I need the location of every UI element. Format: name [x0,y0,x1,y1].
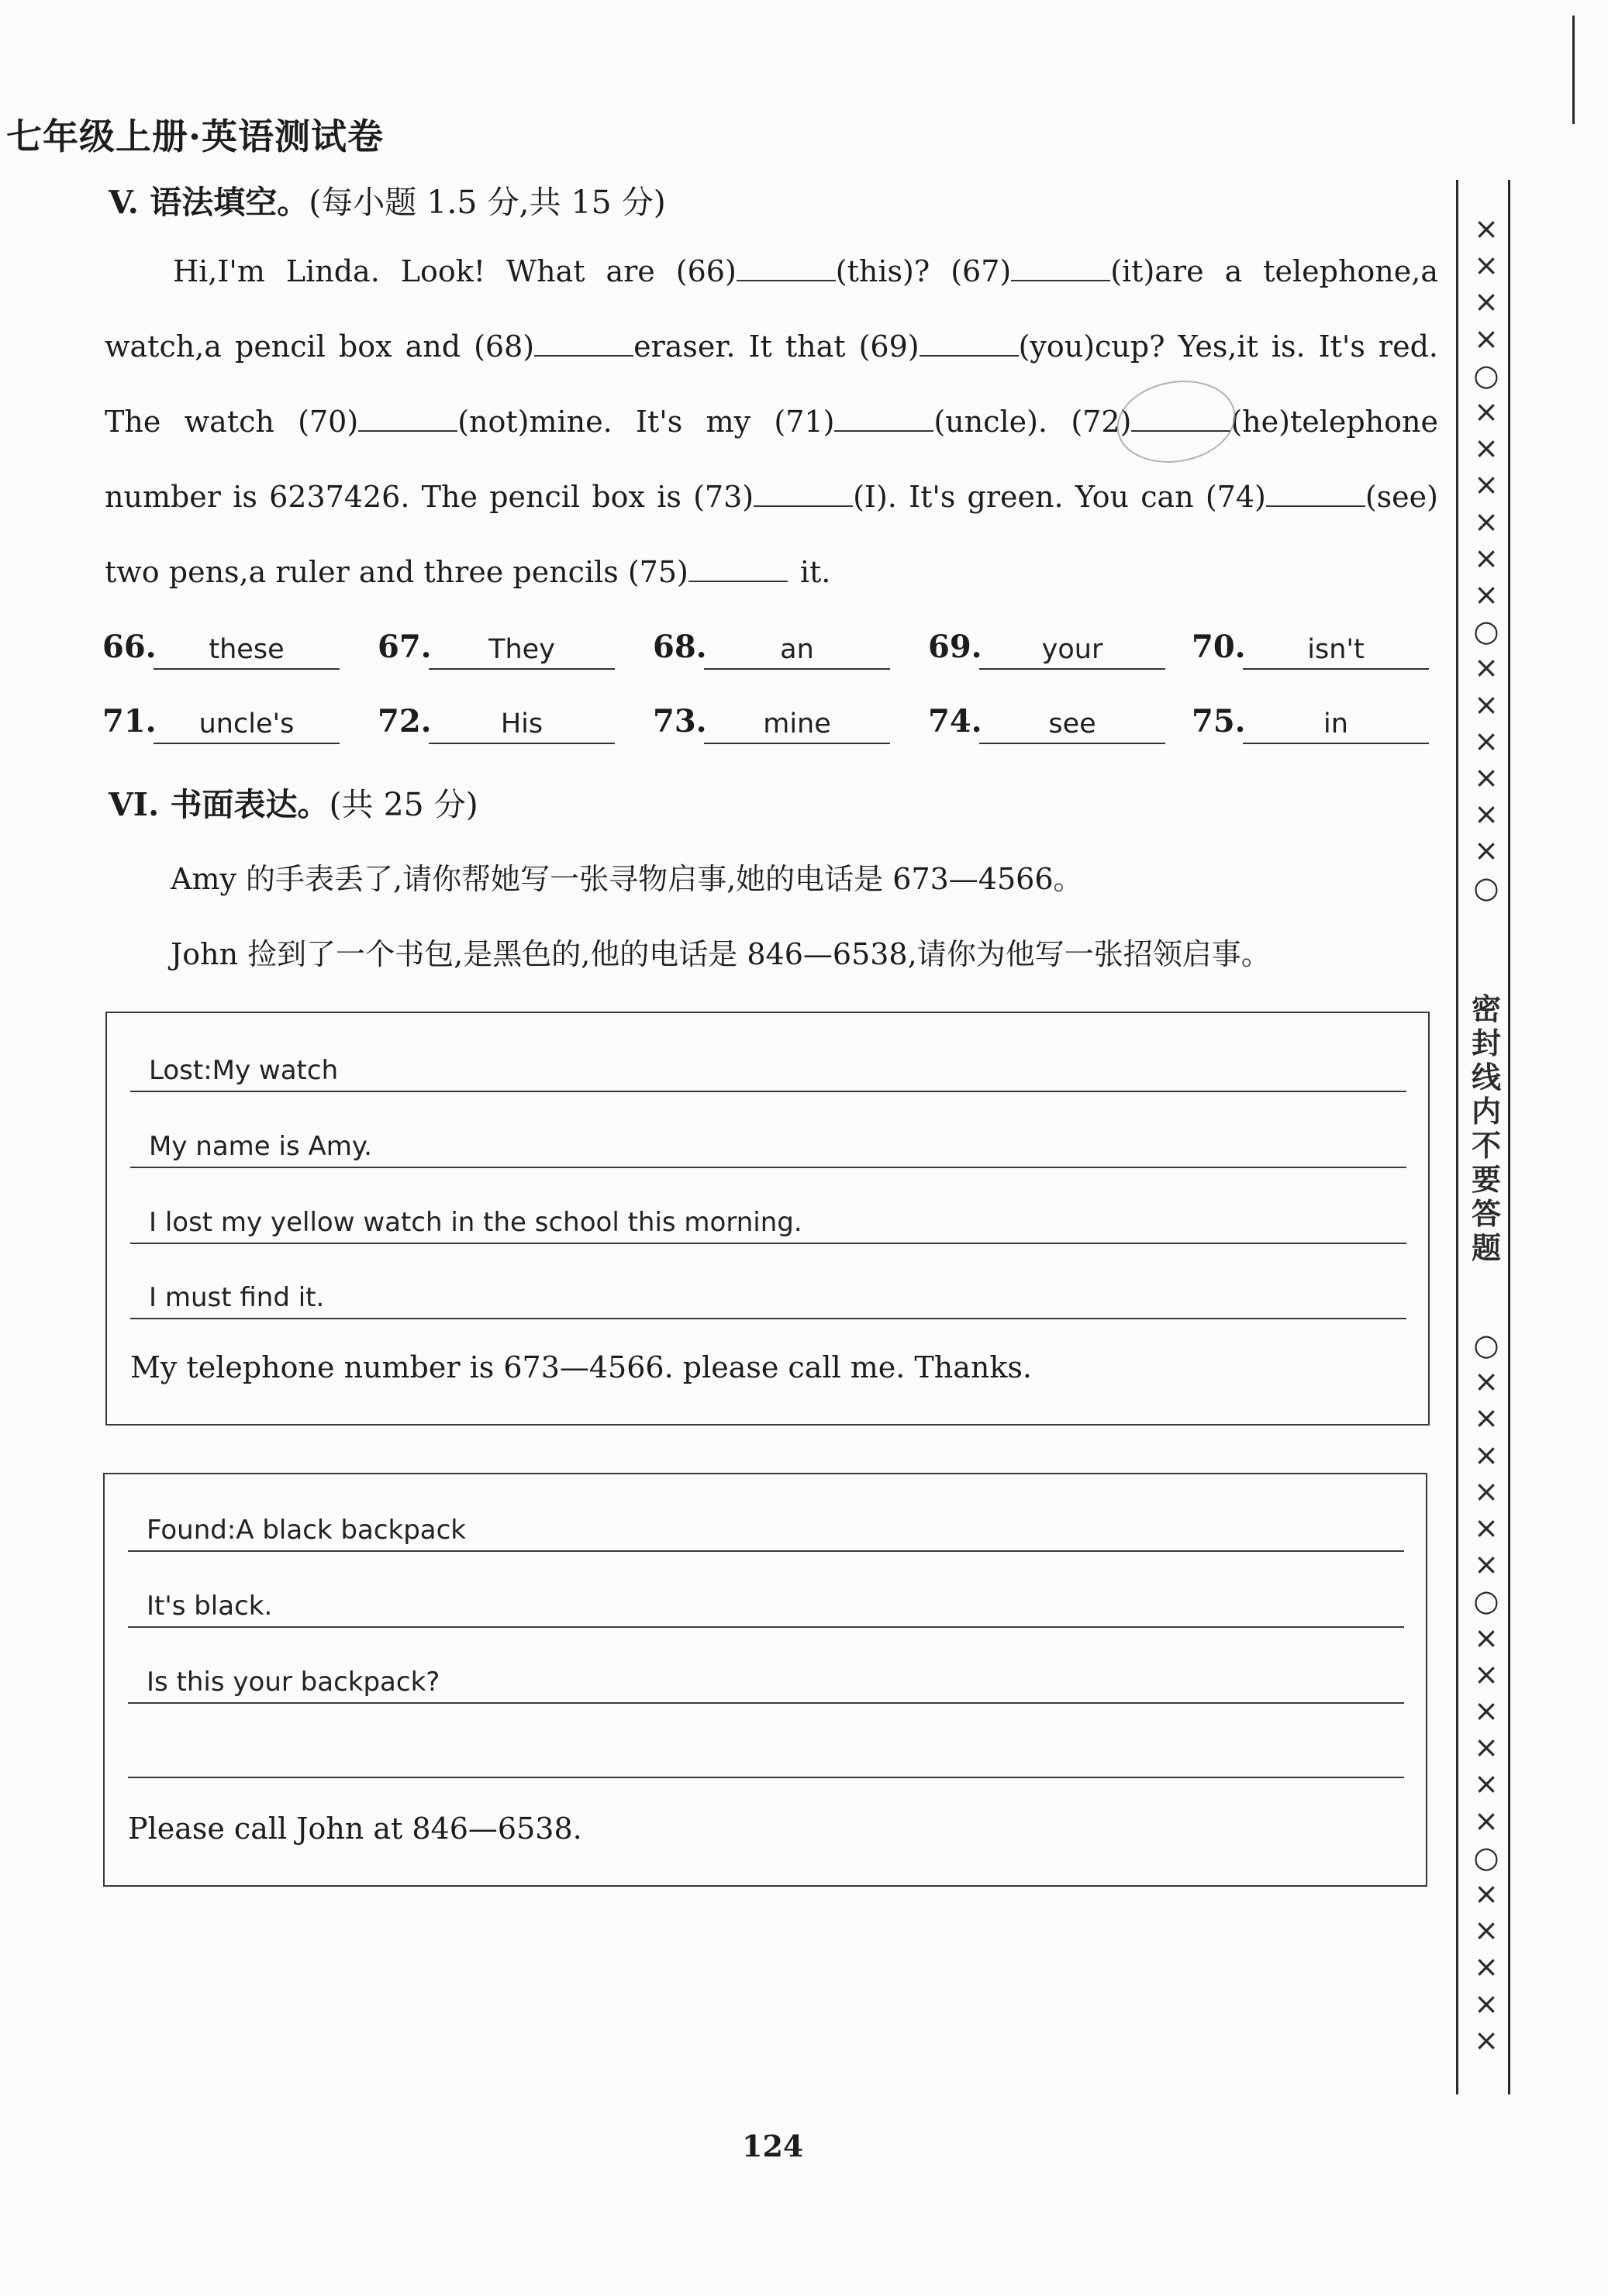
seal-line-right [1508,180,1510,2094]
section-6-heading: VI. 书面表达。 [109,786,330,823]
seal-marks-top: ××××○××××××○××××××○ [1473,212,1499,905]
passage-line-3: The watch (70) (not)mine. It's my (71) (uncle). (72) (he)telephone [105,405,1438,439]
blank-74[interactable] [1266,479,1365,507]
found-line-4[interactable] [128,1730,1404,1778]
lost-line-4[interactable]: I must find it. [130,1271,1406,1319]
answers-row-1: 66. these 67. They 68. an 69. your 70. isn't [102,623,1432,670]
lost-notice-box [105,1012,1430,1426]
blank-69[interactable] [920,329,1019,357]
blank-71[interactable] [834,404,933,432]
lost-closing: My telephone number is 673—4566. please call me. Thanks. [130,1350,1032,1384]
seal-text: 密封线内不要答题 [1471,991,1501,1265]
section-5-heading: V. 语法填空。 [109,184,309,221]
found-closing: Please call John at 846—6538. [128,1812,582,1846]
blank-70[interactable] [358,404,457,432]
blank-67[interactable] [1011,253,1110,281]
passage-line-2: watch,a pencil box and (68) eraser. It that (69) (you)cup? Yes,it is. It's red. [105,329,1438,364]
section-5-title [109,177,666,222]
passage-line-5: two pens,a ruler and three pencils (75) it. [105,555,831,589]
section-5-scoring: (每小题 1.5 分,共 15 分) [309,184,666,221]
writing-task-2: John 捡到了一个书包,是黑色的,他的电话是 846—6538,请你为他写一张招领启事。 [171,937,1271,971]
section-6-title [109,779,478,825]
lost-line-1[interactable]: Lost:My watch [130,1044,1406,1092]
lost-line-2[interactable]: My name is Amy. [130,1120,1406,1168]
cloze-passage [105,234,1438,610]
found-line-2[interactable]: It's black. [128,1580,1404,1628]
section-6-scoring: (共 25 分) [329,786,478,823]
found-notice-box [103,1473,1427,1887]
found-line-3[interactable]: Is this your backpack? [128,1656,1404,1704]
lost-line-3[interactable]: I lost my yellow watch in the school this morning. [130,1196,1406,1244]
blank-68[interactable] [534,329,633,357]
blank-75[interactable] [688,554,788,582]
seal-marks-bottom: ○××××××○××××××○××××× [1473,1328,1499,2057]
blank-66[interactable] [737,253,836,281]
book-header: 七年级上册·英语测试卷 [6,115,385,157]
passage-line-1: Hi,I'm Linda. Look! What are (66) (this)? (67) (it)are a telephone,a [173,254,1438,288]
page-number: 124 [742,2129,804,2163]
found-line-1[interactable]: Found:A black backpack [128,1504,1404,1552]
passage-line-4: number is 6237426. The pencil box is (73) (I). It's green. You can (74) (see) [105,480,1438,514]
writing-task-1: Amy 的手表丢了,请你帮她写一张寻物启事,她的电话是 673—4566。 [171,862,1083,896]
edge-line [1572,16,1575,124]
seal-line-left [1456,180,1458,2094]
blank-73[interactable] [754,479,853,507]
answers-row-2: 71. uncle's 72. His 73. mine 74. see 75. in [102,698,1432,744]
